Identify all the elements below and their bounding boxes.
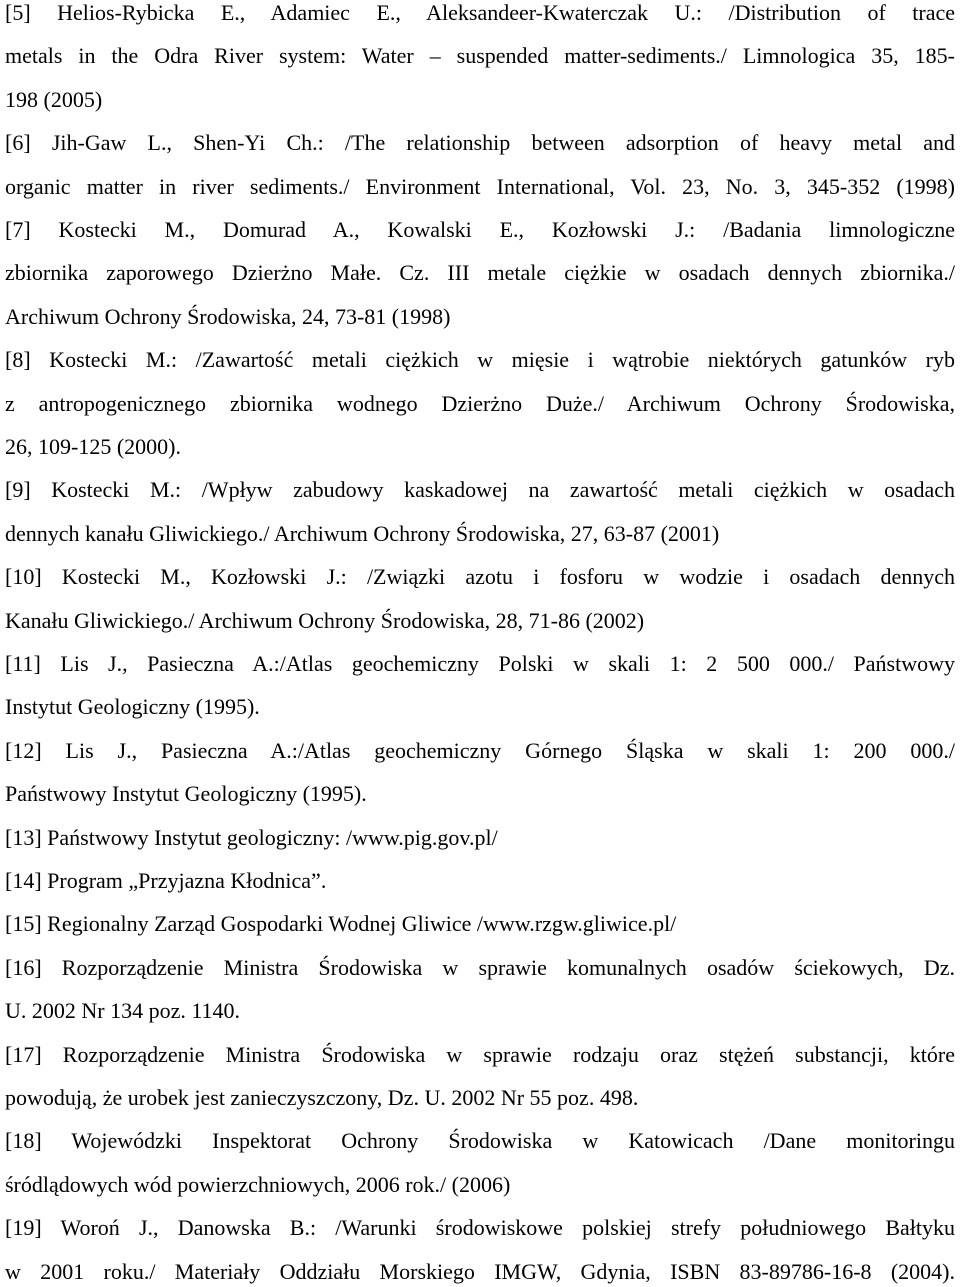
reference-line: powodują, że urobek jest zanieczyszczony, Dz. U. 2002 Nr 55 poz. 498. [5, 1085, 639, 1110]
reference-line: [12] Lis J., Pasieczna A.:/Atlas geochemiczny Górnego Śląska w skali 1: 200 000./ [5, 738, 955, 763]
reference-line: Instytut Geologiczny (1995). [5, 694, 260, 719]
reference-line: [8] Kostecki M.: /Zawartość metali ciężkich w mięsie i wątrobie niektórych gatunków ryb [5, 347, 955, 372]
reference-line: [18] Wojewódzki Inspektorat Ochrony Środowiska w Katowicach /Dane monitoringu [5, 1128, 955, 1153]
reference-line: Państwowy Instytut Geologiczny (1995). [5, 781, 367, 806]
reference-line: [19] Woroń J., Danowska B.: /Warunki środowiskowe polskiej strefy południowego Bałtyku [5, 1215, 955, 1240]
reference-line: [13] Państwowy Instytut geologiczny: /www.pig.gov.pl/ [5, 825, 498, 850]
reference-line: 26, 109-125 (2000). [5, 434, 181, 459]
reference-line: organic matter in river sediments./ Environment International, Vol. 23, No. 3, 345-352 (1998) [5, 174, 955, 199]
reference-line: [6] Jih-Gaw L., Shen-Yi Ch.: /The relationship between adsorption of heavy metal and [5, 130, 955, 155]
reference-line: [7] Kostecki M., Domurad A., Kowalski E., Kozłowski J.: /Badania limnologiczne [5, 217, 955, 242]
reference-line: w 2001 roku./ Materiały Oddziału Morskiego IMGW, Gdynia, ISBN 83-89786-16-8 (2004). [5, 1259, 955, 1284]
reference-line: dennych kanału Gliwickiego./ Archiwum Ochrony Środowiska, 27, 63-87 (2001) [5, 521, 720, 546]
reference-line: [5] Helios-Rybicka E., Adamiec E., Aleksandeer-Kwaterczak U.: /Distribution of trace [5, 0, 955, 25]
reference-line: Archiwum Ochrony Środowiska, 24, 73-81 (1998) [5, 304, 451, 329]
reference-line: [9] Kostecki M.: /Wpływ zabudowy kaskadowej na zawartość metali ciężkich w osadach [5, 477, 955, 502]
reference-line: zbiornika zaporowego Dzierżno Małe. Cz. III metale ciężkie w osadach dennych zbiornika./ [5, 260, 955, 285]
reference-line: [15] Regionalny Zarząd Gospodarki Wodnej Gliwice /www.rzgw.gliwice.pl/ [5, 911, 677, 936]
reference-line: [14] Program „Przyjazna Kłodnica”. [5, 868, 327, 893]
reference-line: metals in the Odra River system: Water – suspended matter-sediments./ Limnologica 35, 185- [5, 43, 955, 68]
reference-line: [11] Lis J., Pasieczna A.:/Atlas geochemiczny Polski w skali 1: 2 500 000./ Państwowy [5, 651, 955, 676]
reference-line: śródlądowych wód powierzchniowych, 2006 rok./ (2006) [5, 1172, 511, 1197]
reference-line: [16] Rozporządzenie Ministra Środowiska w sprawie komunalnych osadów ściekowych, Dz. [5, 955, 955, 980]
reference-line: 198 (2005) [5, 87, 103, 112]
reference-line: [17] Rozporządzenie Ministra Środowiska w sprawie rodzaju oraz stężeń substancji, które [5, 1042, 955, 1067]
reference-line: U. 2002 Nr 134 poz. 1140. [5, 998, 241, 1023]
reference-line: Kanału Gliwickiego./ Archiwum Ochrony Środowiska, 28, 71-86 (2002) [5, 608, 645, 633]
reference-line: z antropogenicznego zbiornika wodnego Dzierżno Duże./ Archiwum Ochrony Środowiska, [5, 391, 955, 416]
reference-line: [10] Kostecki M., Kozłowski J.: /Związki azotu i fosforu w wodzie i osadach dennych [5, 564, 955, 589]
